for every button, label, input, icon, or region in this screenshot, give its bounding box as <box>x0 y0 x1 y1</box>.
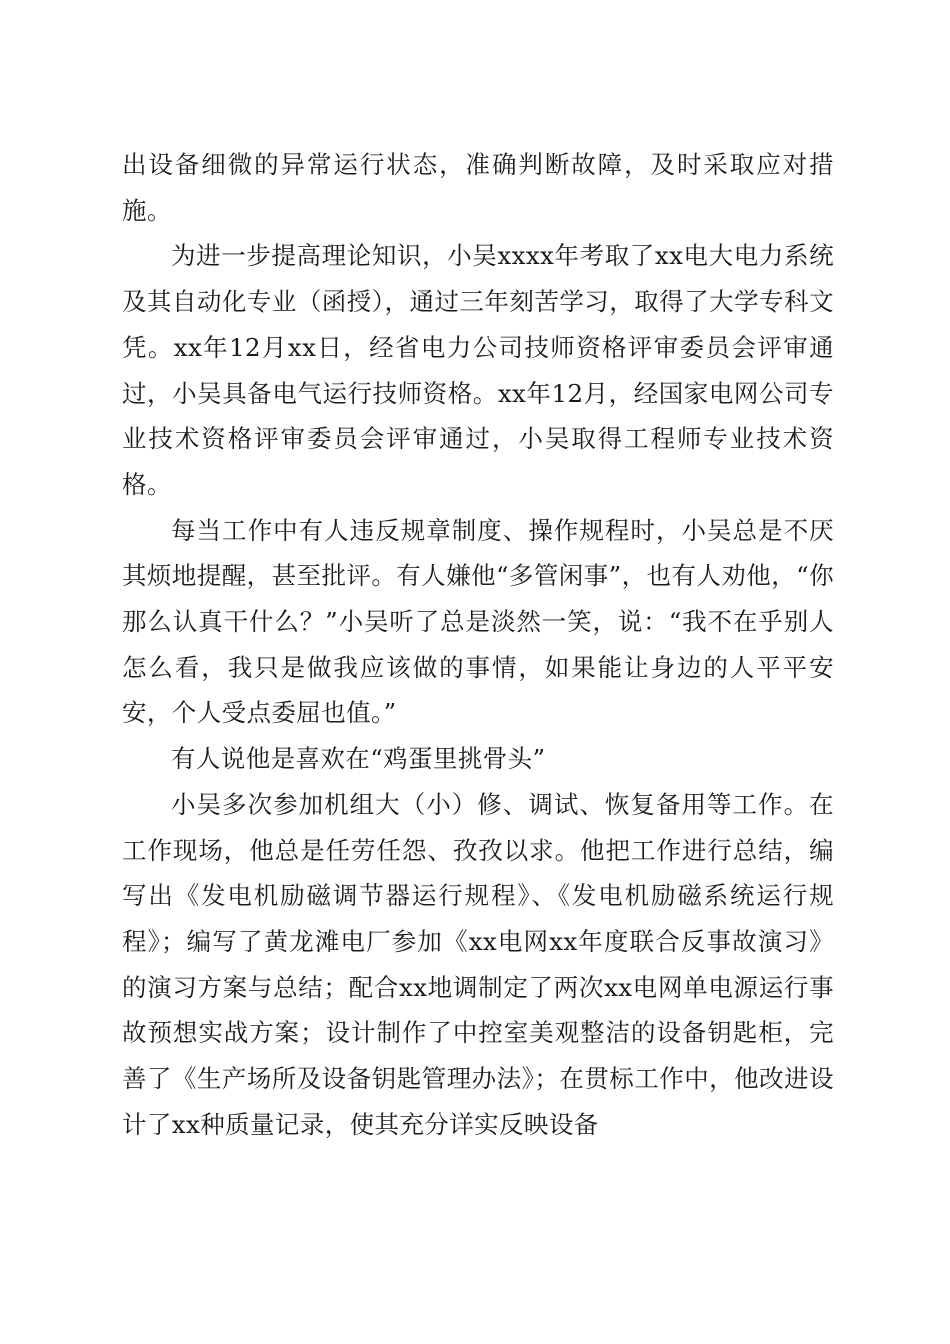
document-body <box>122 142 834 1147</box>
paragraph-subheading: 有人说他是喜欢在“鸡蛋里挑骨头” <box>171 744 546 774</box>
paragraph-continuation: 出设备细微的异常运行状态，准确判断故障，及时采取应对措施。 <box>122 150 834 225</box>
paragraph-work-summary: 小吴多次参加机组大（小）修、调试、恢复备用等工作。在工作现场，他总是任劳任怨、孜孜以求。他把工作进行总结，编写出《发电机励磁调节器运行规程》、《发电机励磁系统运行规程》；编写了黄龙滩电厂参加《xx电网xx年度联合反事故演习》的演习方案与总结；配合xx地调制定了两次xx电网单电源运行事故预想实战方案；设计制作了中控室美观整洁的设备钥匙柜，完善了《生产场所及设备钥匙管理办法》；在贯标工作中，他改进设计了xx种质量记录，使其充分详实反映设备 <box>122 789 834 1139</box>
paragraph-education: 为进一步提高理论知识，小吴xxxx年考取了xx电大电力系统及其自动化专业（函授），通过三年刻苦学习，取得了大学专科文凭。xx年12月xx日，经省电力公司技师资格评审委员会评审通过，小吴具备电气运行技师资格。xx年12月，经国家电网公司专业技术资格评审委员会评审通过，小吴取得工程师专业技术资格。 <box>122 241 834 499</box>
paragraph-safety-reminder: 每当工作中有人违反规章制度、操作规程时，小吴总是不厌其烦地提醒，甚至批评。有人嫌他“多管闲事”，也有人劝他，“你那么认真干什么？”小吴听了总是淡然一笑，说：“我不在乎别人怎么看，我只是做我应该做的事情，如果能让身边的人平平安安，个人受点委屈也值。” <box>122 515 834 728</box>
